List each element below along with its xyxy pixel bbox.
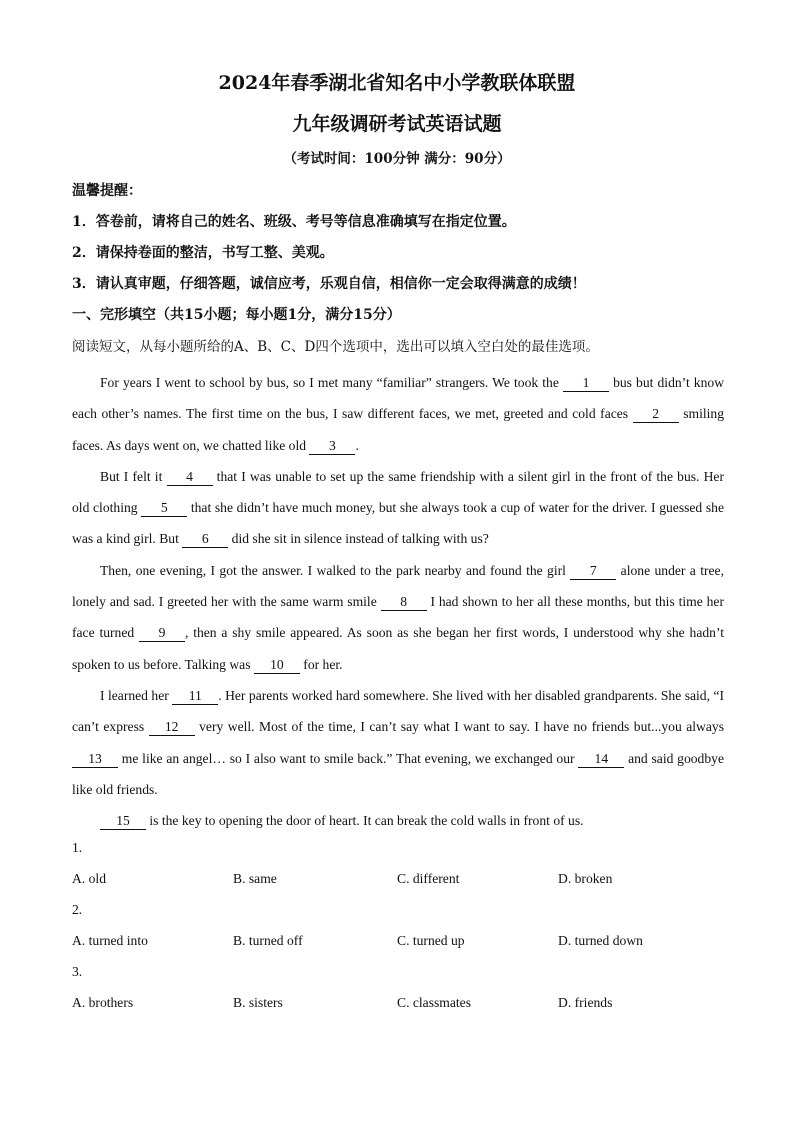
question-1-option-a[interactable]: A. old [72,871,106,886]
passage-paragraph-4 [72,680,724,805]
question-2-option-b[interactable]: B. turned off [233,933,303,948]
tips-heading: 温馨提醒： [72,183,142,199]
blank-5: 5 [141,499,187,517]
passage-text: . Her parents worked hard somewhere. She lived with her disabled grandparents. She said, “I can’t express [72,687,724,735]
passage-text: very well. Most of the time, I can’t say what I want to say. I have no friends but...you always [194,719,724,735]
passage-text: and said goodbye like old friends. [72,750,724,797]
passage-text: me like an angel… so I also want to smile back.” That evening, we exchanged our [118,750,579,766]
question-number-1: 1. [72,840,83,855]
blank-13: 13 [72,750,118,768]
section-heading: 一、完形填空（共15小题；每小题1分，满分15分） [72,307,401,323]
passage-text: bus but didn’t know each other’s names. The first time on the bus, I saw different faces, we met, greeted and cold faces [72,375,725,422]
blank-8: 8 [381,593,427,611]
passage-text: For years I went to school by bus, so I met many “familiar” strangers. We took the [100,375,563,390]
passage-text: alone under a tree, lonely and sad. I greeted her with the same warm smile [72,562,724,610]
section-instruction: 阅读短文，从每小题所给的A、B、C、D四个选项中，选出可以填入空白处的最佳选项。 [72,339,599,355]
question-number-2: 2. [72,902,83,917]
tip-item-1: 1．答卷前，请将自己的姓名、班级、考号等信息准确填写在指定位置。 [72,214,516,230]
exam-title-line1: 2024年春季湖北省知名中小学教联体联盟 [218,72,576,94]
passage-paragraph-2 [72,461,724,555]
question-1-option-d[interactable]: D. broken [558,871,613,886]
passage-text: , then a shy smile appeared. As soon as she began her first words, I understood why she hadn’t spoken to us before. Talking was [72,625,724,672]
passage-text: smiling faces. As days went on, we chatted like old [72,406,725,453]
blank-1: 1 [563,374,609,392]
passage-text: I had shown to her all these months, but this time her face turned [72,594,724,641]
passage-text: that I was unable to set up the same friendship with a silent girl in the front of the bus. Her old clothing [72,468,724,516]
blank-10: 10 [254,656,300,674]
question-3-option-d[interactable]: D. friends [558,995,613,1010]
question-3-option-b[interactable]: B. sisters [233,995,283,1010]
blank-9: 9 [139,624,185,642]
blank-15: 15 [100,812,146,830]
exam-info: （考试时间：100分钟 满分：90分） [283,151,511,167]
blank-11: 11 [172,687,218,705]
blank-3: 3 [309,437,355,455]
passage-paragraph-3 [72,555,724,680]
blank-7: 7 [570,562,616,580]
passage-text: But I felt it [100,468,167,484]
passage-text: Then, one evening, I got the answer. I walked to the park nearby and found the girl [100,562,571,578]
passage-text: for her. [299,656,343,672]
question-2-option-d[interactable]: D. turned down [558,933,643,948]
question-2-option-a[interactable]: A. turned into [72,933,148,948]
tip-item-2: 2．请保持卷面的整洁，书写工整、美观。 [72,245,334,261]
question-3-option-a[interactable]: A. brothers [72,995,134,1010]
passage-text: I learned her [100,687,173,703]
passage-text: that she didn’t have much money, but she always took a cup of water for the driver. I guessed she was a kind girl. But [72,500,724,547]
passage-text: did she sit in silence instead of talking with us? [228,531,489,547]
blank-2: 2 [633,405,679,423]
passage-text: is the key to opening the door of heart. It can break the cold walls in front of us. [146,813,584,829]
passage-text: . [355,437,359,453]
question-number-3: 3. [72,964,83,979]
question-3-option-c[interactable]: C. classmates [397,995,471,1010]
question-1-option-b[interactable]: B. same [233,871,277,886]
cloze-passage [72,367,724,836]
blank-14: 14 [578,750,624,768]
question-1-option-c[interactable]: C. different [397,871,460,886]
exam-title-line2: 九年级调研考试英语试题 [292,113,502,135]
blank-12: 12 [149,718,195,736]
tip-item-3: 3．请认真审题，仔细答题，诚信应考，乐观自信，相信你一定会取得满意的成绩！ [72,276,586,292]
question-2-option-c[interactable]: C. turned up [397,933,465,948]
blank-6: 6 [182,530,228,548]
passage-paragraph-5 [72,805,724,836]
passage-paragraph-1 [72,367,724,461]
blank-4: 4 [167,468,213,486]
